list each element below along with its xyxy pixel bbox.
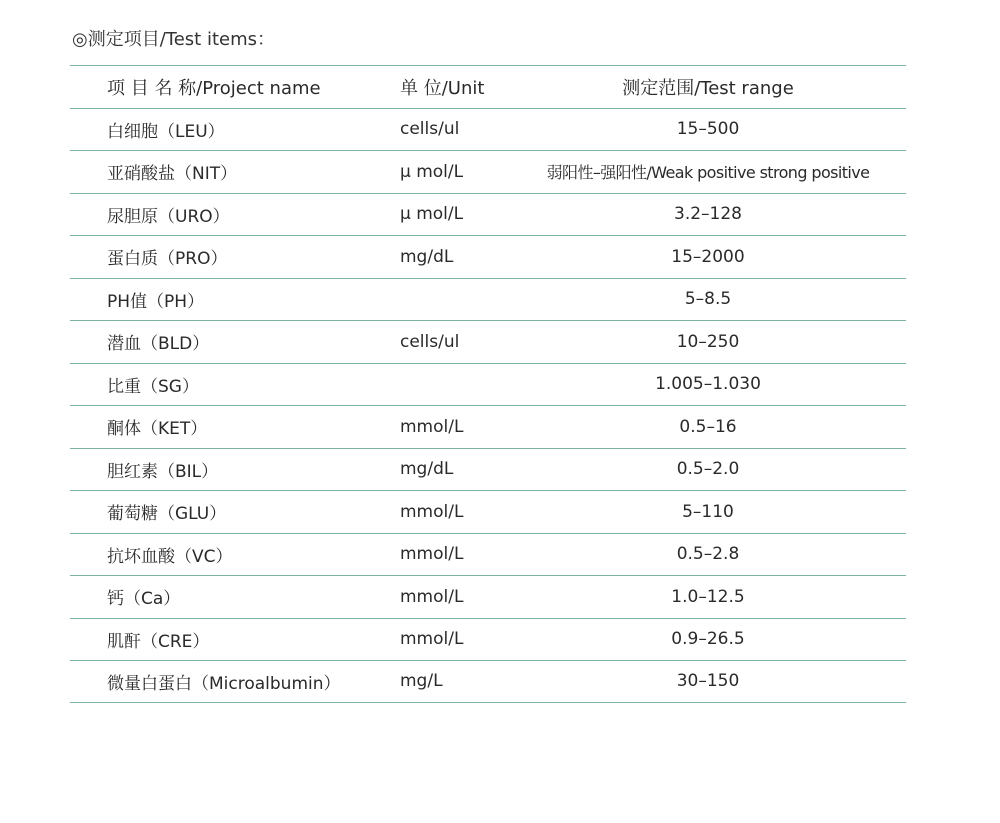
row-test-range: 5–110 [682, 501, 734, 522]
row-unit: mmol/L [400, 629, 464, 650]
row-test-range: 0.9–26.5 [671, 629, 745, 650]
row-project-name: 微量白蛋白（Microalbumin） [107, 673, 341, 694]
row-test-range: 0.5–2.8 [676, 544, 740, 565]
row-unit: mmol/L [400, 586, 464, 607]
row-unit: cells/ul [400, 331, 460, 352]
row-unit [400, 279, 510, 321]
table-row [70, 490, 906, 533]
row-test-range: 0.5–16 [679, 416, 737, 437]
row-unit: mmol/L [400, 501, 464, 522]
row-unit: mg/dL [400, 246, 454, 267]
table-row [70, 150, 906, 193]
row-unit: mg/dL [400, 459, 454, 480]
row-project-name: PH值（PH） [107, 291, 205, 312]
header-unit: 单 位/Unit [400, 77, 485, 99]
header-project-name: 项 目 名 称/Project name [107, 77, 321, 99]
row-project-name: 胆红素（BIL） [107, 461, 219, 482]
row-project-name: 比重（SG） [107, 376, 199, 397]
row-test-range: 15–2000 [671, 246, 745, 267]
table-row [70, 533, 906, 576]
row-project-name: 白细胞（LEU） [107, 121, 225, 142]
table-row [70, 618, 906, 661]
row-unit [400, 364, 510, 406]
row-project-name: 葡萄糖（GLU） [107, 504, 227, 525]
table-row [70, 320, 906, 363]
row-project-name: 酮体（KET） [107, 419, 208, 440]
row-test-range: 1.005–1.030 [655, 374, 761, 395]
table-row [70, 278, 906, 321]
table-row [70, 193, 906, 236]
table-row [70, 235, 906, 278]
row-unit: mmol/L [400, 544, 464, 565]
test-items-table [70, 65, 906, 703]
row-test-range: 3.2–128 [674, 204, 742, 225]
row-project-name: 肌酐（CRE） [107, 631, 210, 652]
header-test-range: 测定范围/Test range [622, 77, 794, 99]
table-row [70, 448, 906, 491]
row-test-range: 30–150 [676, 671, 740, 692]
row-unit: μ mol/L [400, 161, 464, 182]
row-test-range: 5–8.5 [684, 289, 732, 310]
table-row [70, 363, 906, 406]
row-test-range: 15–500 [676, 119, 740, 140]
row-unit: cells/ul [400, 119, 460, 140]
table-row [70, 575, 906, 618]
row-test-range: 10–250 [676, 331, 740, 352]
table-row [70, 660, 906, 703]
row-project-name: 尿胆原（URO） [107, 206, 230, 227]
row-project-name: 潜血（BLD） [107, 334, 210, 355]
row-project-name: 钙（Ca） [107, 589, 181, 610]
row-project-name: 抗坏血酸（VC） [107, 546, 233, 567]
row-unit: μ mol/L [400, 204, 464, 225]
section-heading: ◎测定项目/Test items： [72, 29, 275, 50]
row-project-name: 亚硝酸盐（NIT） [107, 164, 238, 185]
row-unit: mg/L [400, 671, 443, 692]
table-row [70, 108, 906, 151]
table-header-row [70, 65, 906, 108]
row-unit: mmol/L [400, 416, 464, 437]
row-test-range: 1.0–12.5 [671, 586, 745, 607]
row-test-range: 弱阳性–强阳性/Weak positive strong positive [546, 163, 870, 183]
row-test-range: 0.5–2.0 [676, 459, 740, 480]
row-project-name: 蛋白质（PRO） [107, 249, 228, 270]
table-row [70, 405, 906, 448]
